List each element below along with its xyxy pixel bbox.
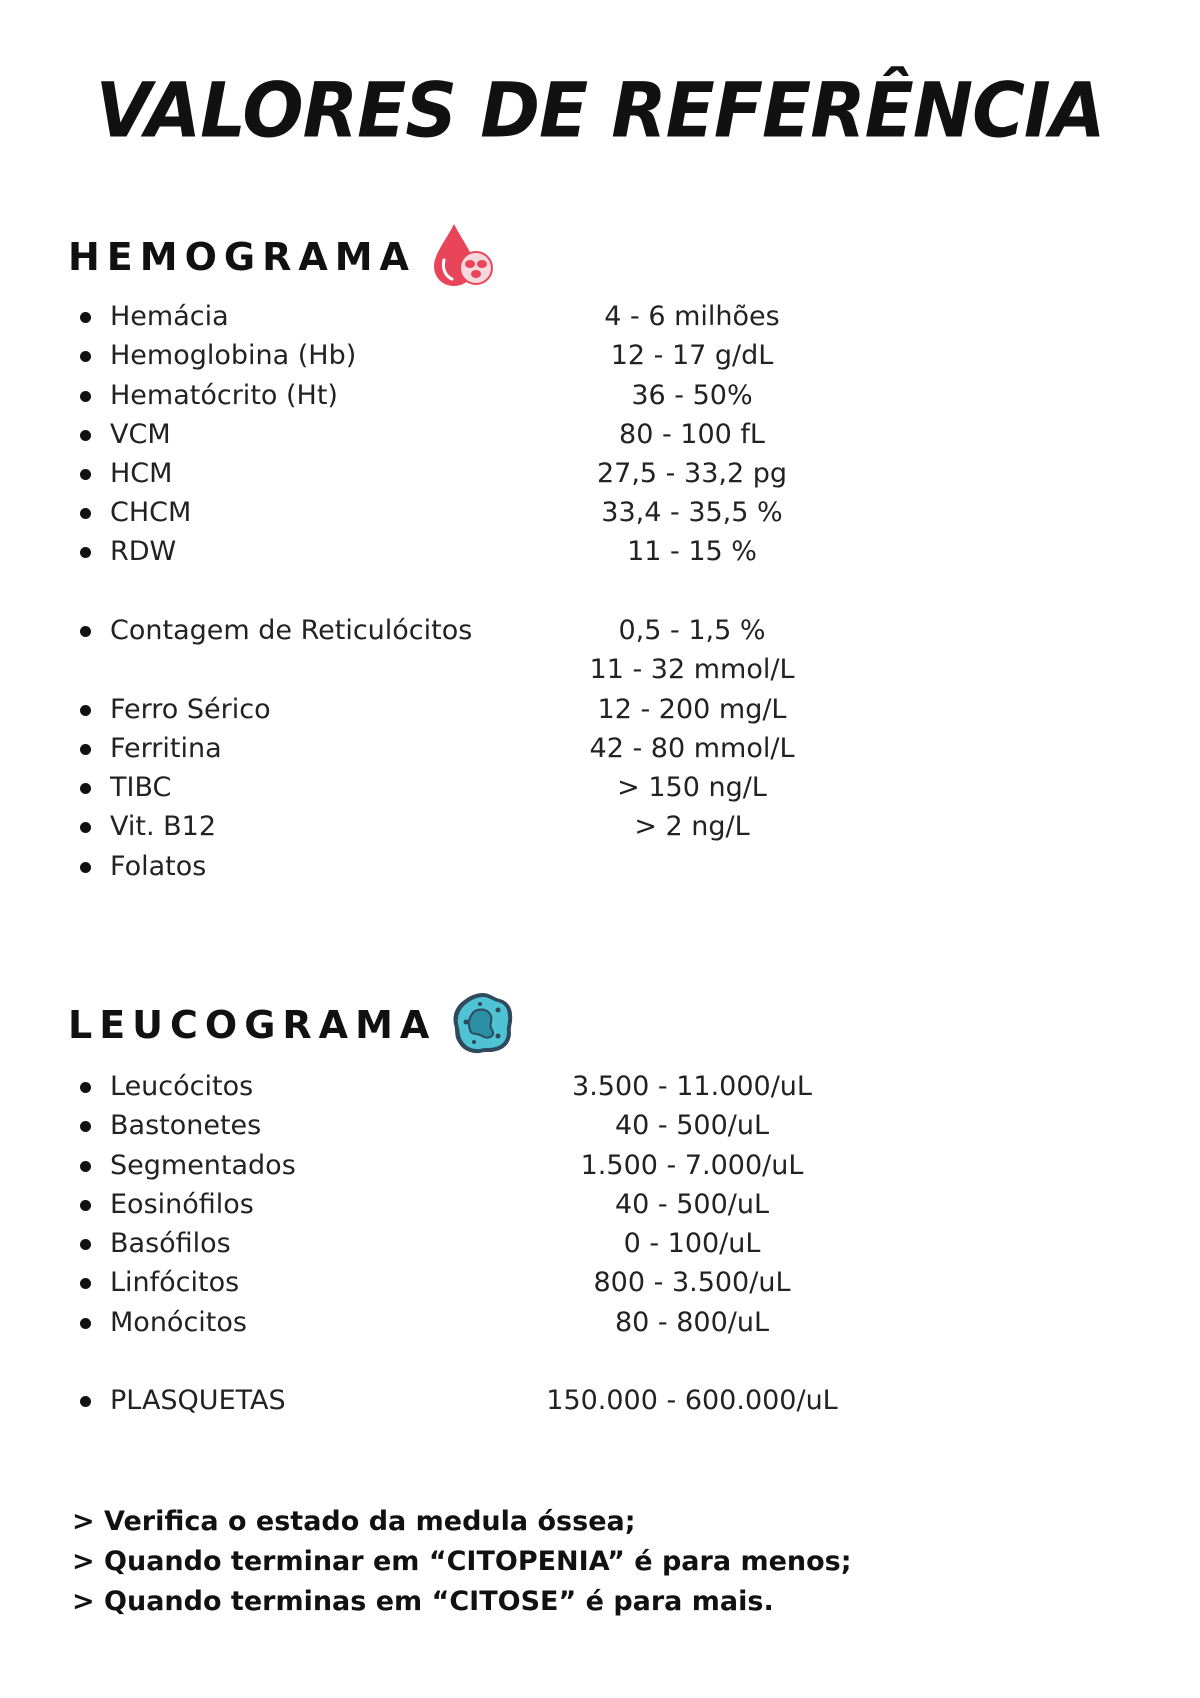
list-item: [78, 1068, 978, 1106]
item-name: Hemácia: [110, 301, 229, 332]
item-value: 33,4 - 35,5 %: [601, 497, 783, 528]
bullet-icon: [80, 508, 91, 519]
list-item: [78, 494, 978, 532]
bullet-icon: [80, 1121, 91, 1132]
item-value: 36 - 50%: [631, 380, 753, 411]
item-name: Vit. B12: [110, 811, 217, 842]
item-value: 40 - 500/uL: [614, 1189, 770, 1220]
note-line: > Quando terminas em “CITOSE” é para mais.: [72, 1586, 774, 1617]
item-name: TIBC: [110, 772, 172, 803]
item-name: RDW: [110, 536, 177, 567]
bullet-icon: [80, 1239, 91, 1250]
bullet-icon: [80, 822, 91, 833]
list-item: [78, 691, 978, 729]
list-item: [78, 416, 978, 454]
blood-drop-icon: [430, 220, 494, 294]
list-item: [78, 1147, 978, 1185]
list-item: [78, 1225, 978, 1263]
bullet-icon: [80, 1278, 91, 1289]
item-value: > 2 ng/L: [634, 811, 750, 842]
bullet-icon: [80, 705, 91, 716]
list-item: [78, 337, 978, 375]
list-item: [78, 1264, 978, 1302]
item-value: 27,5 - 33,2 pg: [596, 458, 787, 489]
item-value: 1.500 - 7.000/uL: [580, 1150, 804, 1181]
list-item: [78, 1186, 978, 1224]
item-name: HCM: [110, 458, 173, 489]
note-line: > Quando terminar em “CITOPENIA” é para menos;: [72, 1546, 852, 1577]
list-item: [78, 808, 978, 846]
item-value: 80 - 800/uL: [614, 1307, 770, 1338]
list-item: [78, 651, 978, 689]
bullet-icon: [80, 1082, 91, 1093]
item-value: 12 - 17 g/dL: [610, 340, 774, 371]
bullet-icon: [80, 1161, 91, 1172]
item-name: Ferritina: [110, 733, 222, 764]
bullet-icon: [80, 547, 91, 558]
hemograma-heading: [68, 220, 494, 294]
list-item: [78, 533, 978, 571]
item-name: Leucócitos: [110, 1071, 254, 1102]
item-name: Linfócitos: [110, 1267, 240, 1298]
item-name: Contagem de Reticulócitos: [110, 615, 473, 646]
bullet-icon: [80, 351, 91, 362]
bullet-icon: [80, 1396, 91, 1407]
item-value: 80 - 100 fL: [619, 419, 765, 450]
item-value: 3.500 - 11.000/uL: [572, 1071, 812, 1102]
item-value: 150.000 - 600.000/uL: [546, 1385, 838, 1416]
item-name: VCM: [110, 419, 171, 450]
item-name: Monócitos: [110, 1307, 247, 1338]
item-value: 42 - 80 mmol/L: [589, 733, 795, 764]
item-value: 11 - 32 mmol/L: [589, 654, 795, 685]
item-value: 40 - 500/uL: [614, 1110, 770, 1141]
list-item: [78, 1107, 978, 1145]
hemograma-title: HEMOGRAMA: [68, 235, 416, 279]
bullet-icon: [80, 626, 91, 637]
item-value: 0,5 - 1,5 %: [618, 615, 766, 646]
leucograma-heading: [68, 990, 516, 1060]
list-item: [78, 455, 978, 493]
item-value: 11 - 15 %: [627, 536, 757, 567]
list-item: [78, 377, 978, 415]
bullet-icon: [80, 1200, 91, 1211]
item-name: Bastonetes: [110, 1110, 262, 1141]
item-value: 800 - 3.500/uL: [593, 1267, 791, 1298]
list-item: [78, 848, 978, 886]
item-name: Segmentados: [110, 1150, 296, 1181]
item-name: CHCM: [110, 497, 192, 528]
item-value: 12 - 200 mg/L: [597, 694, 787, 725]
item-name: PLASQUETAS: [110, 1385, 286, 1416]
bullet-icon: [80, 783, 91, 794]
item-name: Hematócrito (Ht): [110, 380, 338, 411]
leucograma-title: LEUCOGRAMA: [68, 1003, 437, 1047]
bullet-icon: [80, 1318, 91, 1329]
bullet-icon: [80, 312, 91, 323]
list-item: [78, 612, 978, 650]
bullet-icon: [80, 430, 91, 441]
item-name: Folatos: [110, 851, 207, 882]
item-value: 4 - 6 milhões: [604, 301, 780, 332]
list-item: [78, 730, 978, 768]
list-item: [78, 298, 978, 336]
bullet-icon: [80, 862, 91, 873]
item-name: Eosinófilos: [110, 1189, 254, 1220]
item-name: Hemoglobina (Hb): [110, 340, 357, 371]
note-line: > Verifica o estado da medula óssea;: [72, 1506, 636, 1537]
white-blood-cell-icon: [450, 990, 516, 1060]
list-item: [78, 1304, 978, 1342]
bullet-icon: [80, 469, 91, 480]
item-value: 0 - 100/uL: [623, 1228, 761, 1259]
list-item: [78, 769, 978, 807]
item-name: Basófilos: [110, 1228, 231, 1259]
bullet-icon: [80, 744, 91, 755]
page-title: VALORES DE REFERÊNCIA: [95, 65, 1105, 155]
item-value: > 150 ng/L: [617, 772, 767, 803]
bullet-icon: [80, 391, 91, 402]
item-name: Ferro Sérico: [110, 694, 271, 725]
list-item: [78, 1382, 978, 1420]
